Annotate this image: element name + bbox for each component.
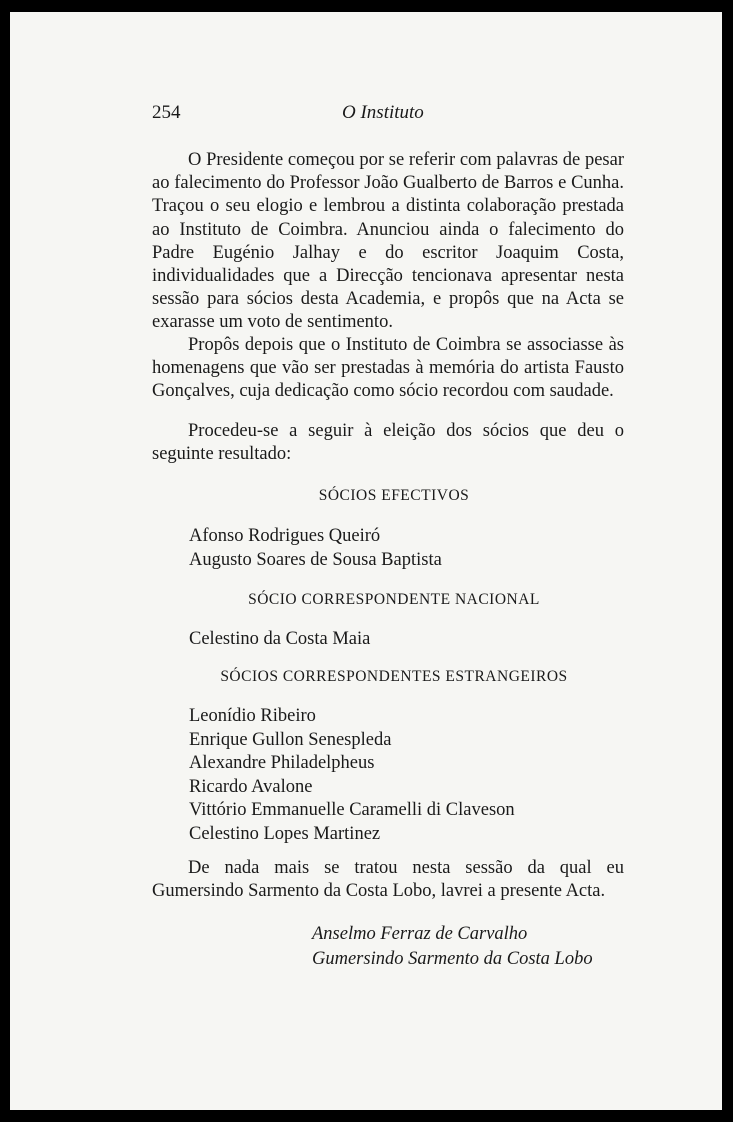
paragraph-election-intro: Procedeu-se a seguir à eleição dos sócios que deu o seguinte resultado: bbox=[152, 421, 624, 465]
running-title: O Instituto bbox=[342, 102, 424, 123]
page-number: 254 bbox=[152, 102, 181, 123]
list-item: Afonso Rodrigues Queiró bbox=[189, 526, 381, 546]
signatures bbox=[312, 922, 593, 972]
signature-line: Anselmo Ferraz de Carvalho bbox=[312, 924, 528, 944]
section-title-foreign-correspondents: SÓCIOS CORRESPONDENTES ESTRANGEIROS bbox=[220, 668, 568, 685]
list-item: Alexandre Philadelpheus bbox=[189, 753, 375, 773]
list-item: Leonídio Ribeiro bbox=[189, 706, 316, 726]
signature-line: Gumersindo Sarmento da Costa Lobo bbox=[312, 949, 593, 969]
paragraph-closing: De nada mais se tratou nesta sessão da qual eu Gumersindo Sarmento da Costa Lobo, lavrei a presente Acta. bbox=[152, 858, 624, 902]
national-correspondent-list bbox=[189, 628, 370, 652]
paragraph-president-remarks: O Presidente começou por se referir com palavras de pesar ao falecimento do Professor João Gualberto de Barros e Cunha. Traçou o seu elogio e lembrou a distinta colaboração prestada ao Instituto de Coimbra. Anunciou ainda o falecimento do Padre Eugénio Jalhay e do escritor Joaquim Costa, individualidades que a Direcção tencionava apresentar nesta sessão para sócios desta Academia, e propôs que na Acta se exarasse um voto de sentimento. bbox=[152, 150, 624, 333]
list-item: Enrique Gullon Senespleda bbox=[189, 729, 392, 750]
list-item: Augusto Soares de Sousa Baptista bbox=[189, 549, 442, 570]
list-item: Vittório Emmanuelle Caramelli di Claveson bbox=[189, 800, 515, 820]
list-item: Celestino da Costa Maia bbox=[189, 629, 371, 649]
list-item: Celestino Lopes Martinez bbox=[189, 823, 381, 844]
list-item: Ricardo Avalone bbox=[189, 776, 313, 797]
foreign-correspondents-list bbox=[189, 705, 515, 846]
section-title-national-correspondent: SÓCIO CORRESPONDENTE NACIONAL bbox=[248, 591, 540, 608]
effective-members-list bbox=[189, 525, 442, 572]
section-title-effective-members: SÓCIOS EFECTIVOS bbox=[318, 487, 470, 504]
page-header bbox=[152, 102, 624, 126]
paragraph-homage-proposal: Propôs depois que o Instituto de Coimbra se associasse às homenagens que vão ser prestadas à memória do artista Fausto Gonçalves, cuja dedicação como sócio recordou com saudade. bbox=[152, 335, 624, 402]
